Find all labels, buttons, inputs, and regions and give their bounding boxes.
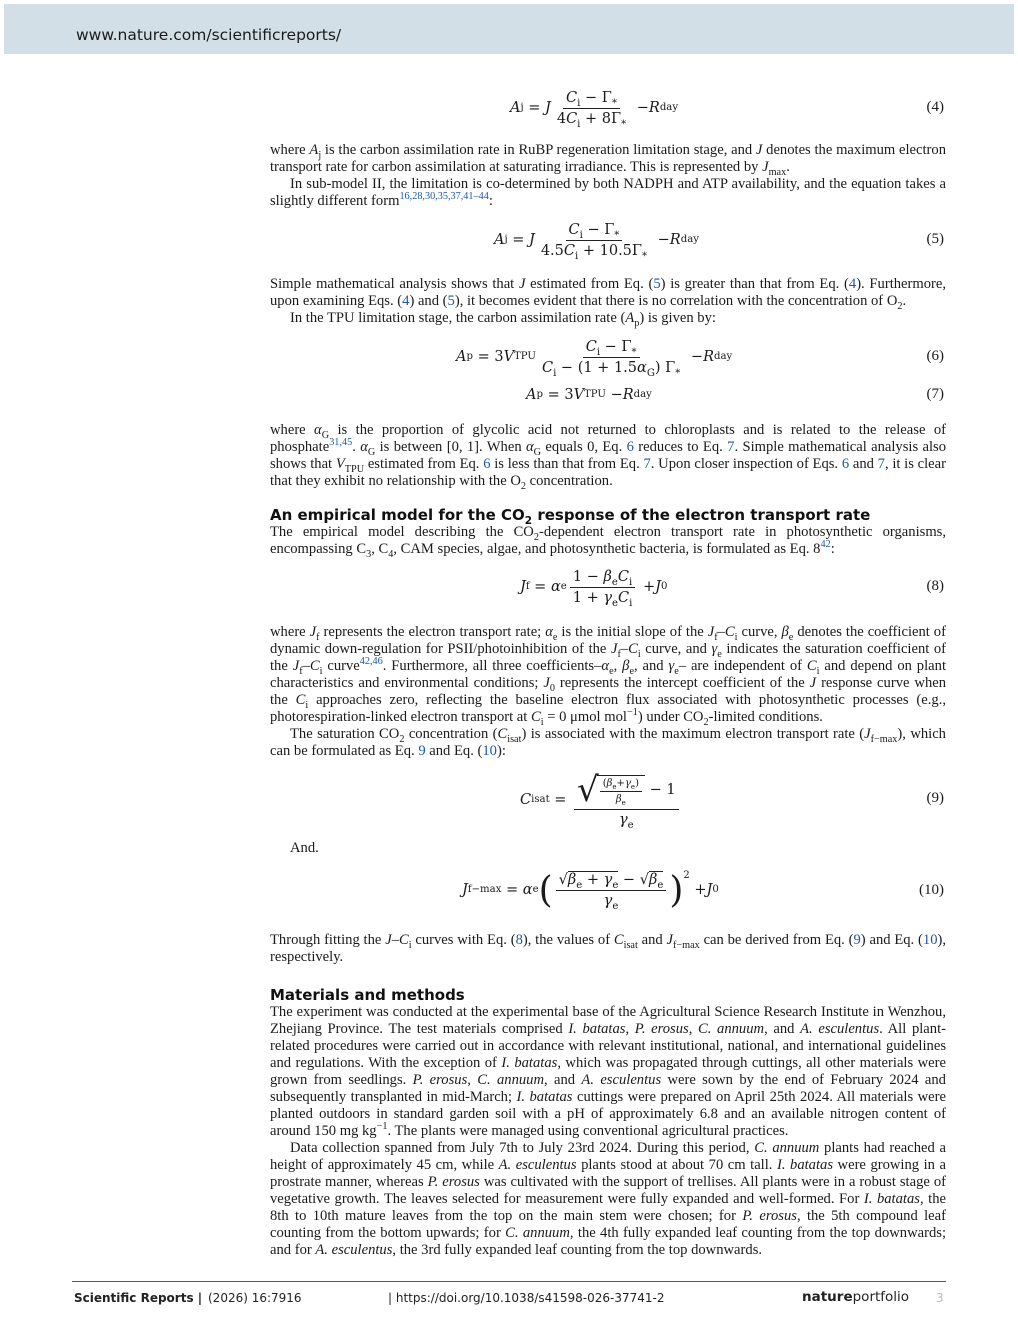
equation-number: (10) xyxy=(919,882,944,898)
paragraph: The experiment was conducted at the experimental base of the Agricultural Science Research Institute in Wenzhou, Zhejiang Province. The test materials comprised I. batatas, P. erosus, C. annuum, and A. esculentus. All plant-related procedures were carried out in accordance with relevant institutional, national, and international guidelines and regulations. With the exception of I. batatas, which was propagated through cuttings, all other materials were grown from seedlings. P. erosus, C. annuum, and A. esculentus were sown by the end of February 2024 and subsequently transplanted in mid-March; I. batatas cuttings were prepared on April 25th 2024. All materials were planted outdoors in standard garden soil with a pH of approximately 6.8 and an available nitrogen content of around 150 mg $kg^{-1}$. The plants were managed using conventional agricultural practices. xyxy=(270,1004,946,1139)
paragraph: Data collection spanned from July 7th to July 23rd 2024. During this period, C. annuum plants had reached a height of approximately 45 cm, while A. esculentus plants stood at about 70 cm tall. I. batatas were growing in a prostrate manner, whereas P. erosus was cultivated with the support of trellises. All plants were in a robust stage of vegetative growth. The leaves selected for measurement were fully expanded and well-formed. For I. batatas, the 8th to 10th mature leaves from the top on the main stem were chosen; for P. erosus, the 5th compound leaf counting from the bottom upwards; for C. annuum, the 4th fully expanded leaf counting from the top downwards; and for A. esculentus, the 3rd fully expanded leaf counting from the top downwards. xyxy=(270,1140,946,1258)
paragraph: where $\alpha_G$ is the proportion of glycolic acid not returned to chloroplasts and is related to the release of phosphate$^{31,45}$. $\alpha_G$ is between [0, 1]. When $\alpha_G$ equals 0, Eq. 6 reduces to Eq. 7. Simple mathematical analysis also shows that $V_{TPU}$ estimated from Eq. 6 is less than that from Eq. 7. Upon closer inspection of Eqs. 6 and 7, it is clear that they exhibit no relationship with the $O_2$ concentration. xyxy=(270,422,947,492)
footer-citation: (2026) 16:7916 xyxy=(208,1291,302,1305)
equation-9: C isat = √ $\frac{(\beta_e+\gamma_e)}{\beta_e}$ − 1 $\gamma_e$ (9) xyxy=(520,769,944,831)
equation-4: A j = J $\frac{C_i - \Gamma_*}{4C_i + 8\Gamma_*}$ − R day (4) xyxy=(510,89,944,130)
equation-10: J f−max = α e ( $\frac{√\beta_e + \gamma_e - √\beta_e}{\gamma_e}$ ) $^2$ + J 0 (10) xyxy=(462,869,944,912)
equation-number: (5) xyxy=(926,231,944,247)
header-url[interactable]: www.nature.com/scientificreports/ xyxy=(76,26,342,44)
paragraph: The saturation $CO_2$ concentration $(C_{isat})$ is associated with the maximum electron transport rate $(J_{f-max})$, which can be formulated as Eq. 9 and Eq. (10): xyxy=(270,726,946,759)
and-label: And. xyxy=(290,840,319,856)
equation-5: A j = J $\frac{C_i - \Gamma_*}{4.5C_i + 10.5\Gamma_*}$ − R day (5) xyxy=(494,221,944,262)
footer-divider xyxy=(72,1281,946,1282)
footer-doi-link[interactable]: | https://doi.org/10.1038/s41598-026-37741-2 xyxy=(388,1291,665,1305)
section-heading: An empirical model for the $CO_2$ response of the electron transport rate xyxy=(270,506,871,527)
paragraph: The empirical model describing the $CO_2$-dependent electron transport rate in photosynthetic organisms, encompassing $C_3$, $C_4$, CAM species, algae, and photosynthetic bacteria, is formulated as Eq. 8$^{42}$: xyxy=(270,524,946,560)
equation-7: A p = 3 V TPU − R day (7) xyxy=(526,386,944,403)
equation-6: A p = 3 V TPU $\frac{C_i - \Gamma_*}{C_i - (1 + 1.5\alpha_G) \Gamma_*}$ − R day (6) xyxy=(456,338,944,379)
header-banner xyxy=(4,4,1014,54)
section-heading: Materials and methods xyxy=(270,986,465,1004)
equation-number: (7) xyxy=(926,386,944,402)
page-number: 3 xyxy=(936,1291,944,1305)
paragraph: In the TPU limitation stage, the carbon assimilation rate $(A_p)$ is given by: xyxy=(290,310,716,329)
paragraph: In sub-model II, the limitation is co-determined by both NADPH and ATP availability, and the equation takes a slightly different form$^{16,28,30,35,37,41-44}$: xyxy=(270,176,946,209)
paragraph: Simple mathematical analysis shows that J estimated from Eq. (5) is greater than that from Eq. (4). Furthermore, upon examining Eqs. (4) and (5), it becomes evident that there is no correlation with the concentration of $O_2$. xyxy=(270,276,947,312)
paragraph: Through fitting the $J-C_i$ curves with Eq. (8), the values of $C_{isat}$ and $J_{f-max}$ can be derived from Eq. (9) and Eq. (10), respectively. xyxy=(270,932,946,965)
paragraph: where $A_j$ is the carbon assimilation rate in RuBP regeneration limitation stage, and J denotes the maximum electron transport rate for carbon assimilation at saturating irradiance. This is represented by $J_{max}$. xyxy=(270,142,946,178)
nature-portfolio-logo: natureportfolio xyxy=(802,1289,910,1305)
paragraph: where $J_f$ represents the electron transport rate; $\alpha_e$ is the initial slope of the $J_f-C_i$ curve, $\beta_e$ denotes the coefficient of dynamic down-regulation for PSII/photoinhibition of the $J_f-C_i$ curve, and $\gamma_e$ indicates the saturation coefficient of the $J_f-C_i$ curve$^{42,46}$. Furthermore, all three coefficients–$\alpha_e$, $\beta_e$, and $\gamma_e-$ are independent of $C_i$ and depend on plant characteristics and environmental conditions; $J_0$ represents the intercept coefficient of the J response curve when the $C_i$ approaches zero, reflecting the baseline electron flux associated with photosynthetic processes (e.g., photorespiration-linked electron transport at $C_i = 0$ μmol mol$^{-1}$) under $CO_2$-limited conditions. xyxy=(270,624,947,728)
footer-journal: Scientific Reports | xyxy=(74,1291,203,1305)
equation-8: J f = α e $\frac{1 - \beta_eC_i}{1 + \gamma_eC_i}$ + J 0 (8) xyxy=(520,568,944,609)
equation-number: (8) xyxy=(926,578,944,594)
equation-number: (9) xyxy=(926,790,944,806)
equation-number: (4) xyxy=(926,99,944,115)
equation-number: (6) xyxy=(926,348,944,364)
